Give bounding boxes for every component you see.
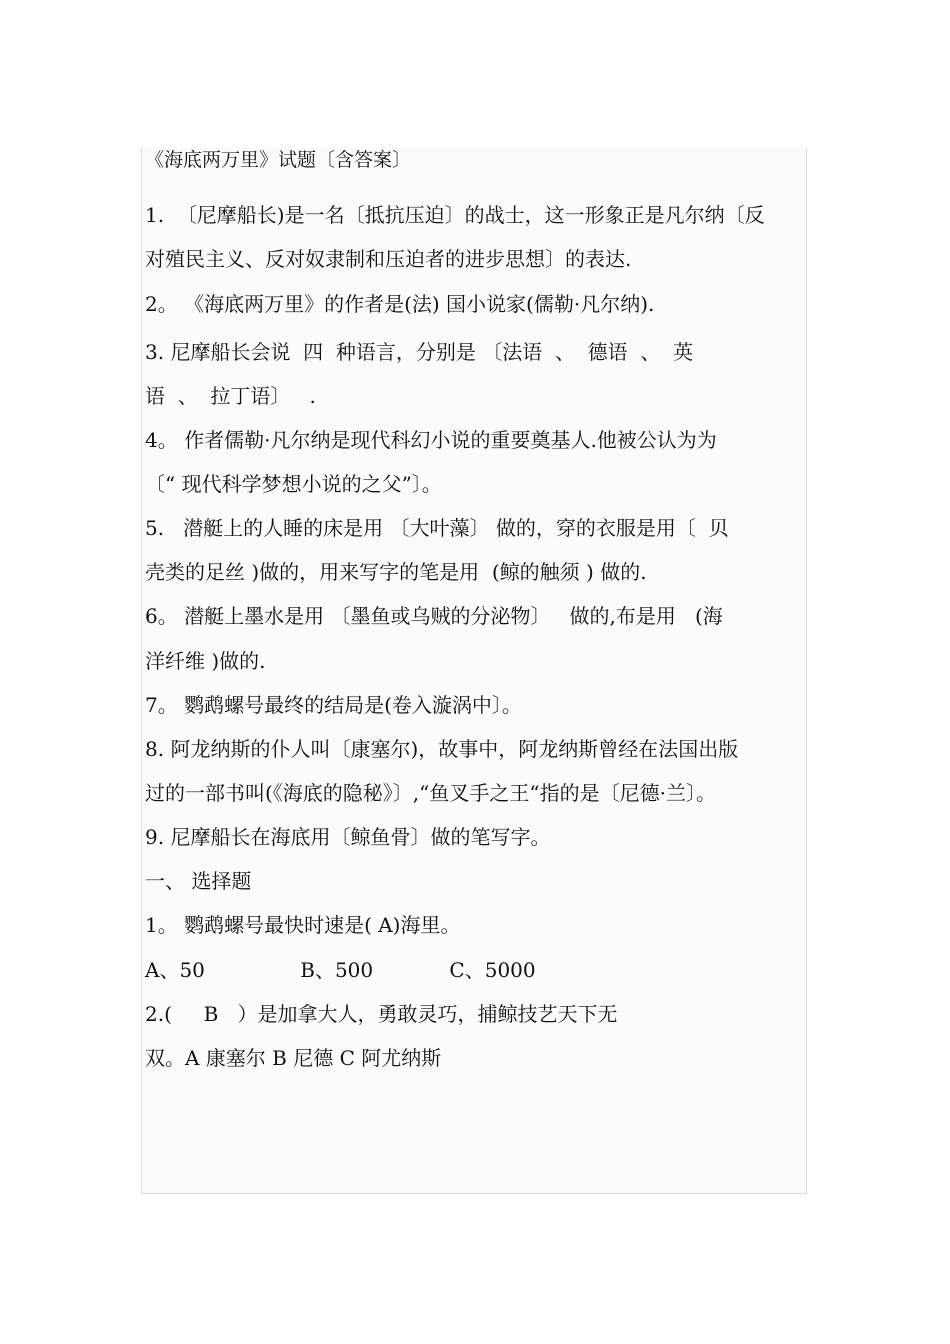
text-line: A、50 B、500 C、5000 bbox=[145, 958, 536, 982]
text-line: 洋纤维 )做的. bbox=[145, 649, 266, 673]
text-line: 对殖民主义、反对奴隶制和压迫者的进步思想〕的表达. bbox=[145, 247, 632, 271]
text-line: 2。 《海底两万里》的作者是(法) 国小说家(儒勒·凡尔纳). bbox=[145, 292, 655, 316]
text-line: 语 、 拉丁语〕 . bbox=[145, 384, 316, 408]
text-line: 4。 作者儒勒·凡尔纳是现代科幻小说的重要奠基人.他被公认为为 bbox=[145, 428, 717, 452]
text-line: 〔“ 现代科学梦想小说的之父”〕。 bbox=[145, 472, 442, 496]
text-line: 双。A 康塞尔 B 尼德 C 阿尤纳斯 bbox=[145, 1046, 442, 1070]
text-line: 壳类的足丝 )做的，用来写字的笔是用 (鲸的触须 ) 做的. bbox=[145, 560, 647, 584]
text-line: 9. 尼摩船长在海底用〔鲸鱼骨〕做的笔写字。 bbox=[145, 825, 551, 849]
text-line: 6。 潜艇上墨水是用 〔墨鱼或乌贼的分泌物〕 做的,布是用 (海 bbox=[145, 604, 723, 628]
document-title: 《海底两万里》试题〔含答案〕 bbox=[145, 149, 412, 171]
text-line: 5. 潜艇上的人睡的床是用 〔大叶藻〕 做的，穿的衣服是用〔 贝 bbox=[145, 516, 729, 540]
text-line: 7。 鹦鹉螺号最终的结局是(卷入漩涡中〕。 bbox=[145, 693, 522, 717]
section-heading: 一、 选择题 bbox=[145, 869, 252, 893]
text-line: 3. 尼摩船长会说 四 种语言，分别是 〔法语 、 德语 、 英 bbox=[145, 340, 694, 364]
text-line: 过的一部书叫(《海底的隐秘》〕,“鱼叉手之王“指的是〔尼德·兰〕。 bbox=[145, 781, 716, 805]
text-line: 2.( B ）是加拿大人，勇敢灵巧，捕鲸技艺天下无 bbox=[145, 1002, 618, 1026]
text-line: 8. 阿龙纳斯的仆人叫〔康塞尔)，故事中，阿龙纳斯曾经在法国出版 bbox=[145, 737, 739, 761]
text-line: 1。 鹦鹉螺号最快时速是( A)海里。 bbox=[145, 913, 461, 937]
text-line: 1. 〔尼摩船长)是一名〔抵抗压迫〕的战士，这一形象正是凡尔纳〔反 bbox=[145, 203, 765, 227]
